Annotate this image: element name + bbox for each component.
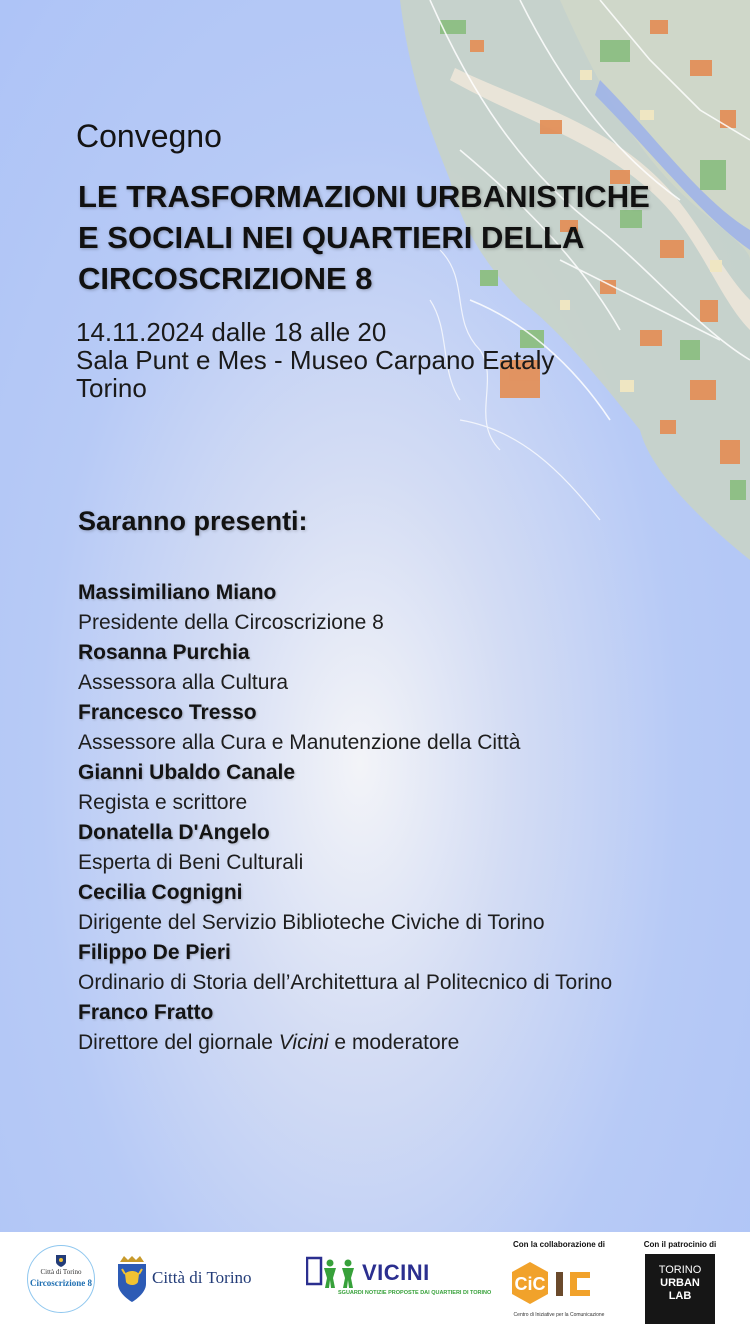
title-line: E SOCIALI NEI QUARTIERI DELLA	[78, 220, 585, 255]
role-text: Direttore del giornale	[78, 1031, 279, 1054]
speaker-role: Presidente della Circoscrizione 8	[78, 611, 384, 634]
logo-text: VICINI	[362, 1260, 430, 1285]
speaker-name: Gianni Ubaldo Canale	[78, 761, 296, 784]
cic-tagline: Centro di Iniziative per la Comunicazione	[513, 1312, 605, 1318]
title-line: LE TRASFORMAZIONI URBANISTICHE	[78, 179, 650, 214]
list-item	[78, 698, 678, 758]
event-datetime: 14.11.2024 dalle 18 alle 20	[76, 317, 387, 347]
speaker-role: Regista e scrittore	[78, 791, 248, 814]
vicini-logo	[306, 1254, 496, 1304]
speaker-name: Filippo De Pieri	[78, 941, 231, 964]
list-item	[78, 878, 678, 938]
collaboration-caption: Con la collaborazione di	[512, 1240, 605, 1249]
speaker-role: Dirigente del Servizio Biblioteche Civiche di Torino	[78, 911, 545, 934]
newspaper-name: Vicini	[278, 1031, 329, 1054]
event-title	[78, 176, 718, 299]
speaker-name: Franco Fratto	[78, 1001, 214, 1024]
logo-text: Città di Torino	[152, 1268, 252, 1287]
people-icon	[306, 1256, 362, 1290]
list-item	[78, 578, 678, 638]
sponsor-footer	[0, 1232, 750, 1333]
bull-shield-icon	[116, 1256, 148, 1302]
city-crest-icon	[56, 1255, 66, 1267]
speaker-list	[78, 578, 678, 1058]
patronage-caption: Con il patrocinio di	[643, 1240, 717, 1249]
event-type-label: Convegno	[76, 118, 222, 154]
event-details	[76, 318, 554, 402]
circoscrizione-8-logo	[27, 1245, 95, 1313]
list-item	[78, 818, 678, 878]
logo-text: Città di Torino	[40, 1268, 82, 1276]
cic-logo-text: CiC	[514, 1274, 546, 1294]
list-item	[78, 998, 678, 1058]
attendees-heading: Saranno presenti:	[78, 506, 308, 536]
speaker-role: Esperta di Beni Culturali	[78, 851, 304, 874]
speaker-role: Ordinario di Storia dell’Architettura al Politecnico di Torino	[78, 971, 613, 994]
logo-text: TORINO	[658, 1264, 702, 1276]
logo-tagline: SGUARDI NOTIZIE PROPOSTE DAI QUARTIERI DI TORINO	[338, 1290, 492, 1296]
list-item	[78, 638, 678, 698]
cic-logo-mark	[508, 1258, 610, 1308]
speaker-role: Assessora alla Cultura	[78, 671, 289, 694]
speaker-name: Cecilia Cognigni	[78, 881, 243, 904]
torino-urban-lab-logo	[645, 1254, 715, 1324]
patronage-block	[640, 1238, 720, 1328]
speaker-name: Rosanna Purchia	[78, 641, 250, 664]
role-text: e moderatore	[328, 1031, 460, 1054]
logo-text: Circoscrizione 8	[29, 1278, 93, 1288]
speaker-name: Donatella D'Angelo	[78, 821, 270, 844]
speaker-role	[78, 1028, 678, 1058]
event-city: Torino	[76, 373, 147, 403]
event-venue: Sala Punt e Mes - Museo Carpano Eataly	[76, 345, 555, 375]
list-item	[78, 938, 678, 998]
collaboration-block	[508, 1238, 610, 1326]
logo-text: LAB	[668, 1290, 692, 1302]
title-line: CIRCOSCRIZIONE 8	[78, 261, 373, 296]
speaker-name: Massimiliano Miano	[78, 581, 277, 604]
citta-di-torino-logo	[116, 1252, 286, 1308]
list-item	[78, 758, 678, 818]
speaker-name: Francesco Tresso	[78, 701, 257, 724]
speaker-role: Assessore alla Cura e Manutenzione della Città	[78, 731, 521, 754]
logo-text: URBAN	[660, 1277, 700, 1289]
